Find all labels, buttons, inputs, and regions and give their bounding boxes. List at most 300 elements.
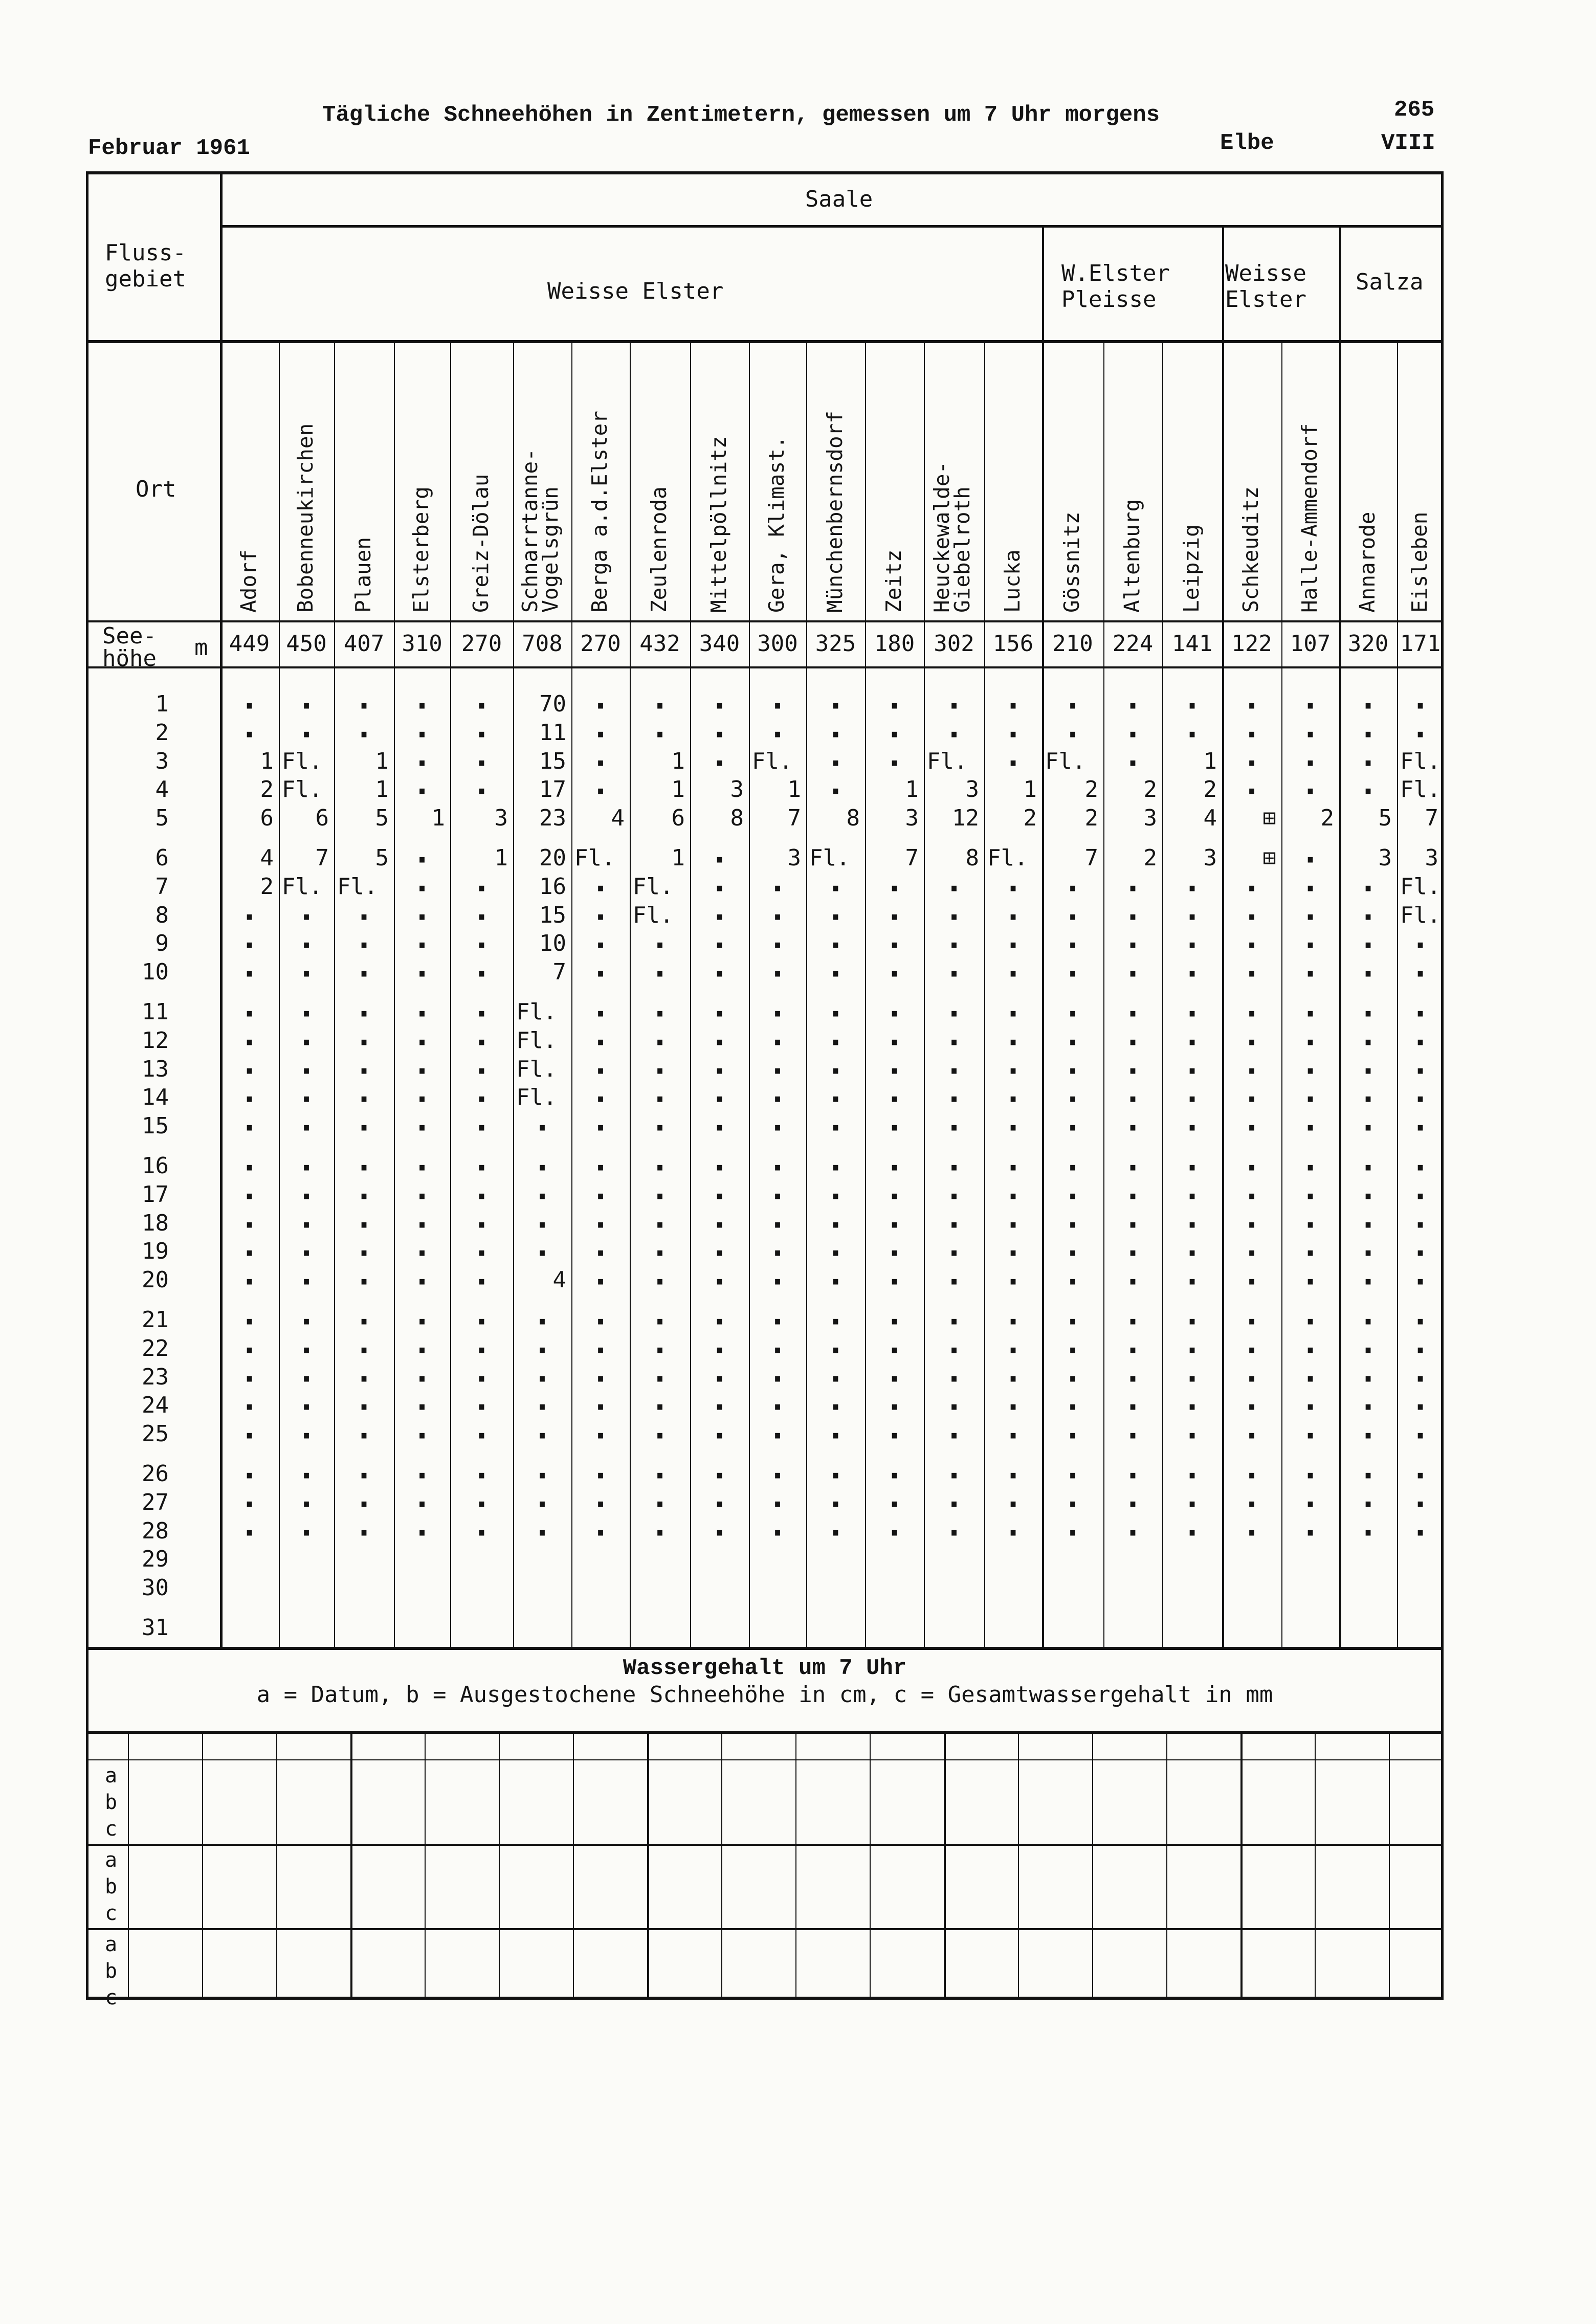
snow-depth-cell: · <box>1359 1458 1378 1494</box>
water-column-rule <box>573 1731 574 2000</box>
snow-depth-cell: 1 <box>375 748 389 774</box>
snow-depth-cell: · <box>354 1207 373 1243</box>
snow-depth-cell: · <box>472 1024 491 1061</box>
snow-depth-cell: · <box>944 996 964 1032</box>
snow-depth-cell: · <box>1123 1418 1142 1455</box>
snow-depth-cell: · <box>1411 1361 1430 1397</box>
snow-depth-cell: · <box>1411 996 1430 1032</box>
snow-depth-cell: · <box>826 1390 845 1426</box>
snow-depth-cell: · <box>1359 1390 1378 1426</box>
snow-depth-cell: · <box>1301 1110 1320 1147</box>
snow-depth-cell: · <box>472 928 491 964</box>
snow-depth-cell: · <box>1183 688 1202 724</box>
snow-depth-cell: · <box>710 1236 729 1272</box>
snow-depth-cell: · <box>412 774 432 810</box>
snow-depth-cell: · <box>533 1207 552 1243</box>
snow-depth-cell: 2 <box>1320 805 1334 832</box>
snow-depth-cell: · <box>826 774 845 810</box>
snow-depth-cell: · <box>1411 1486 1430 1523</box>
snow-depth-cell: Fl. <box>633 873 674 900</box>
station-name: Schnarrtanne- <box>518 449 542 613</box>
snow-depth-cell: · <box>412 1024 432 1061</box>
snow-depth-cell: · <box>710 899 729 935</box>
snow-depth-cell: · <box>768 717 787 753</box>
station-name: Münchenbernsdorf <box>822 411 847 613</box>
snow-depth-cell: · <box>650 928 670 964</box>
snow-depth-cell: · <box>1411 1236 1430 1272</box>
snow-depth-cell: · <box>1123 1053 1142 1089</box>
snow-depth-cell: · <box>768 1024 787 1061</box>
snow-depth-cell: · <box>1411 1110 1430 1147</box>
volume-label: VIII <box>1381 130 1435 156</box>
water-column-rule <box>944 1731 946 2000</box>
snow-depth-cell: · <box>650 1304 670 1340</box>
snow-depth-cell: · <box>472 1486 491 1523</box>
snow-depth-cell: · <box>591 1458 610 1494</box>
snow-depth-cell: · <box>885 1486 904 1523</box>
snow-depth-cell: · <box>412 1207 432 1243</box>
snow-depth-cell: · <box>944 1332 964 1369</box>
snow-depth-cell: · <box>885 1418 904 1455</box>
snow-depth-cell: · <box>710 1515 729 1551</box>
snow-depth-cell: · <box>412 870 432 907</box>
snow-depth-cell: · <box>768 1515 787 1551</box>
water-sub-rule <box>86 1759 1444 1760</box>
snow-depth-cell: · <box>1359 688 1378 724</box>
snow-depth-cell: · <box>297 1332 316 1369</box>
snow-depth-cell: · <box>710 1332 729 1369</box>
snow-depth-cell: · <box>297 1264 316 1301</box>
snow-depth-cell: 12 <box>952 805 979 832</box>
snow-depth-cell: 17 <box>539 776 566 803</box>
snow-depth-cell: · <box>768 1082 787 1118</box>
snow-depth-cell: · <box>710 996 729 1032</box>
station-elevation: 210 <box>1052 631 1093 657</box>
snow-depth-cell: · <box>591 928 610 964</box>
snow-depth-cell: · <box>412 899 432 935</box>
day-label: 24 <box>142 1392 169 1419</box>
snow-depth-cell: · <box>826 1515 845 1551</box>
snow-depth-cell: · <box>472 1110 491 1147</box>
station-name: Halle-Ammendorf <box>1297 423 1322 613</box>
snow-depth-cell: 5 <box>375 805 389 832</box>
snow-depth-cell: Fl. <box>516 1027 557 1054</box>
snow-depth-cell: · <box>591 745 610 781</box>
snow-depth-cell: · <box>297 1053 316 1089</box>
snow-depth-cell: · <box>768 899 787 935</box>
snow-depth-cell: · <box>826 1332 845 1369</box>
snow-depth-cell: 20 <box>539 845 566 871</box>
snow-depth-cell: · <box>768 928 787 964</box>
snow-depth-cell: · <box>1359 774 1378 810</box>
snow-depth-cell: · <box>885 1361 904 1397</box>
snow-depth-cell: · <box>1301 1515 1320 1551</box>
snow-depth-cell: · <box>533 1418 552 1455</box>
snow-depth-cell: · <box>1359 1361 1378 1397</box>
page-title: Tägliche Schneehöhen in Zentimetern, gemessen um 7 Uhr morgens <box>322 102 1160 128</box>
snow-depth-cell: · <box>297 1361 316 1397</box>
day-label: 29 <box>142 1546 169 1573</box>
station-name: Giebelroth <box>950 486 974 613</box>
snow-depth-cell: · <box>710 1207 729 1243</box>
snow-depth-cell: · <box>710 717 729 753</box>
day-label: 27 <box>142 1489 169 1515</box>
snow-depth-cell: · <box>297 899 316 935</box>
snow-depth-cell: · <box>354 1304 373 1340</box>
snow-depth-cell: · <box>944 1178 964 1215</box>
water-legend: a = Datum, b = Ausgestochene Schneehöhe in cm, c = Gesamtwassergehalt in mm <box>256 1682 1273 1708</box>
snow-depth-cell: · <box>710 1304 729 1340</box>
snow-depth-cell: · <box>1359 1082 1378 1118</box>
snow-depth-cell: · <box>1359 1053 1378 1089</box>
snow-depth-cell: Fl. <box>1400 748 1441 774</box>
snow-depth-cell: · <box>885 996 904 1032</box>
water-column-rule <box>1166 1731 1167 2000</box>
snow-depth-cell: Fl. <box>282 873 323 900</box>
snow-depth-cell: · <box>944 717 964 753</box>
snow-depth-cell: · <box>1063 899 1082 935</box>
snow-depth-cell: · <box>591 1236 610 1272</box>
snow-depth-cell: · <box>472 688 491 724</box>
snow-depth-cell: · <box>710 1178 729 1215</box>
snow-depth-cell: · <box>354 717 373 753</box>
snow-depth-cell: · <box>1063 1486 1082 1523</box>
station-elevation: 432 <box>639 631 680 657</box>
snow-depth-cell: · <box>768 1390 787 1426</box>
day-label: 21 <box>142 1307 169 1333</box>
snow-depth-cell: · <box>944 870 964 907</box>
snow-depth-cell: · <box>412 1178 432 1215</box>
station-elevation: 122 <box>1231 631 1272 657</box>
snow-depth-cell: · <box>710 1053 729 1089</box>
snow-depth-cell: · <box>1411 928 1430 964</box>
water-column-rule <box>499 1731 500 2000</box>
station-name: Eisleben <box>1407 511 1432 613</box>
snow-depth-cell: · <box>1183 1053 1202 1089</box>
snow-depth-cell: · <box>1183 1418 1202 1455</box>
water-column-rule <box>276 1731 277 2000</box>
snow-depth-cell: · <box>1004 870 1023 907</box>
snow-depth-cell: · <box>1063 717 1082 753</box>
snow-depth-cell: · <box>1411 1390 1430 1426</box>
snow-depth-cell: · <box>354 1332 373 1369</box>
day-label: 16 <box>142 1153 169 1179</box>
snow-depth-cell: · <box>710 1486 729 1523</box>
water-block-rule <box>86 1844 1444 1846</box>
snow-depth-cell: · <box>1004 717 1023 753</box>
snow-depth-cell: · <box>472 1304 491 1340</box>
snow-depth-cell: Fl. <box>282 748 323 774</box>
water-column-rule <box>350 1731 352 2000</box>
snow-depth-cell: · <box>944 1053 964 1089</box>
snow-depth-cell: · <box>412 1361 432 1397</box>
saale-rule <box>220 225 1444 228</box>
snow-depth-cell: · <box>354 1053 373 1089</box>
snow-depth-cell: 2 <box>1084 776 1098 803</box>
page-number: 265 <box>1394 97 1435 123</box>
snow-depth-cell: · <box>297 996 316 1032</box>
snow-depth-cell: · <box>591 1304 610 1340</box>
snow-depth-cell: · <box>354 1515 373 1551</box>
snow-depth-cell: · <box>710 1264 729 1301</box>
snow-depth-cell: · <box>472 1082 491 1118</box>
snow-depth-cell: · <box>1301 1236 1320 1272</box>
snow-depth-cell: · <box>591 1053 610 1089</box>
snow-depth-cell: · <box>944 1418 964 1455</box>
water-column-rule <box>647 1731 649 2000</box>
snow-depth-cell: · <box>1359 956 1378 993</box>
snow-depth-cell: · <box>1411 1264 1430 1301</box>
snow-depth-cell: · <box>885 745 904 781</box>
seehoehe-label: See- höhe <box>102 623 157 672</box>
group-weisse-elster: Weisse Elster <box>547 278 724 304</box>
snow-depth-cell: · <box>412 745 432 781</box>
snow-depth-cell: · <box>1301 1486 1320 1523</box>
station-name: Greiz-Dölau <box>468 474 493 613</box>
snow-depth-cell: · <box>1411 1082 1430 1118</box>
snow-depth-cell: · <box>412 1458 432 1494</box>
snow-depth-cell: · <box>650 1178 670 1215</box>
snow-depth-cell: · <box>1123 1332 1142 1369</box>
snow-depth-cell: · <box>650 996 670 1032</box>
snow-depth-cell: · <box>1063 1418 1082 1455</box>
snow-depth-cell: · <box>1004 1390 1023 1426</box>
snow-depth-cell: · <box>591 774 610 810</box>
snow-depth-cell: · <box>1411 688 1430 724</box>
snow-depth-cell: · <box>650 1390 670 1426</box>
snow-depth-cell: · <box>1242 717 1261 753</box>
snow-depth-cell: · <box>297 688 316 724</box>
snow-depth-cell: 15 <box>539 748 566 774</box>
day-label: 11 <box>142 999 169 1025</box>
snow-depth-cell: · <box>1359 996 1378 1032</box>
snow-depth-cell: 8 <box>965 845 979 871</box>
water-column-rule <box>1315 1731 1316 2000</box>
snow-depth-cell: · <box>1123 745 1142 781</box>
snow-depth-cell: · <box>768 996 787 1032</box>
snow-depth-cell: · <box>412 1236 432 1272</box>
snow-depth-cell: · <box>591 899 610 935</box>
snow-depth-cell: · <box>533 1150 552 1186</box>
snow-depth-cell: · <box>1004 1082 1023 1118</box>
snow-depth-cell: · <box>944 1486 964 1523</box>
day-label: 22 <box>142 1335 169 1361</box>
station-elevation: 270 <box>580 631 621 657</box>
snow-depth-cell: · <box>297 717 316 753</box>
day-label: 3 <box>155 748 169 774</box>
water-row-label: a <box>105 1848 118 1872</box>
snow-depth-cell: · <box>885 1024 904 1061</box>
station-name: Lucka <box>1000 549 1025 613</box>
station-elevation: 708 <box>522 631 563 657</box>
station-elevation: 449 <box>229 631 270 657</box>
snow-depth-cell: · <box>1242 1486 1261 1523</box>
snow-depth-cell: · <box>1004 899 1023 935</box>
snow-depth-cell: · <box>710 1458 729 1494</box>
snow-depth-cell: · <box>1063 870 1082 907</box>
snow-depth-cell: · <box>1301 899 1320 935</box>
snow-depth-cell: · <box>1359 1486 1378 1523</box>
station-elevation: 270 <box>461 631 502 657</box>
snow-depth-cell: · <box>1123 956 1142 993</box>
snow-depth-cell: · <box>412 1515 432 1551</box>
snow-depth-cell: · <box>650 1458 670 1494</box>
snow-depth-cell: · <box>1359 1418 1378 1455</box>
snow-depth-cell: · <box>826 1178 845 1215</box>
snow-depth-cell: · <box>1411 1458 1430 1494</box>
water-column-rule <box>721 1731 722 2000</box>
snow-depth-cell: 7 <box>1425 805 1438 832</box>
snow-depth-cell: · <box>240 1178 259 1215</box>
snow-depth-cell: · <box>710 1150 729 1186</box>
snow-depth-cell: · <box>710 688 729 724</box>
snow-depth-cell: · <box>650 1053 670 1089</box>
station-name: Schkeuditz <box>1238 486 1263 613</box>
snow-depth-cell: · <box>240 1515 259 1551</box>
snow-depth-cell: · <box>412 956 432 993</box>
snow-depth-cell: 5 <box>375 845 389 871</box>
snow-depth-cell: 6 <box>260 805 274 832</box>
snow-depth-cell: 4 <box>611 805 625 832</box>
snow-depth-cell: · <box>650 1150 670 1186</box>
group-rule <box>86 340 1444 343</box>
snow-depth-cell: · <box>1123 1486 1142 1523</box>
water-row-label: c <box>105 1817 118 1841</box>
day-label: 30 <box>142 1575 169 1601</box>
snow-depth-cell: · <box>472 1418 491 1455</box>
snow-depth-cell: Fl. <box>516 999 557 1025</box>
snow-depth-cell: · <box>885 1304 904 1340</box>
snow-depth-cell: · <box>1063 1332 1082 1369</box>
snow-depth-cell: · <box>885 1332 904 1369</box>
snow-depth-cell: · <box>1301 1024 1320 1061</box>
water-row-label: b <box>105 1875 118 1898</box>
snow-depth-cell: · <box>297 1236 316 1272</box>
day-label: 6 <box>155 845 169 871</box>
snow-depth-cell: · <box>472 717 491 753</box>
snow-depth-cell: · <box>1411 956 1430 993</box>
snow-depth-cell: · <box>240 717 259 753</box>
snow-depth-cell: · <box>885 1390 904 1426</box>
snow-depth-cell: · <box>1242 688 1261 724</box>
snow-depth-cell: · <box>472 1178 491 1215</box>
station-name: Plauen <box>350 537 375 613</box>
snow-depth-cell: · <box>885 1515 904 1551</box>
snow-depth-cell: · <box>1301 774 1320 810</box>
snow-depth-cell: · <box>1301 1264 1320 1301</box>
snow-depth-cell: · <box>826 1082 845 1118</box>
snow-depth-cell: · <box>1004 996 1023 1032</box>
snow-depth-cell: · <box>1063 996 1082 1032</box>
snow-depth-cell: Fl. <box>987 845 1028 871</box>
snow-depth-cell: · <box>240 928 259 964</box>
snow-depth-cell: Fl. <box>282 776 323 803</box>
snow-depth-cell: ⊞ <box>1262 805 1276 832</box>
snow-depth-cell: · <box>944 1304 964 1340</box>
water-column-rule <box>128 1731 129 2000</box>
snow-depth-cell: · <box>768 870 787 907</box>
station-name: Gössnitz <box>1059 511 1084 613</box>
snow-depth-cell: · <box>826 1236 845 1272</box>
snow-depth-cell: · <box>1004 1458 1023 1494</box>
snow-depth-cell: · <box>1123 1264 1142 1301</box>
snow-depth-cell: 3 <box>494 805 508 832</box>
snow-depth-cell: · <box>354 1082 373 1118</box>
snow-depth-cell: 11 <box>539 719 566 746</box>
snow-depth-cell: · <box>354 1458 373 1494</box>
day-label: 20 <box>142 1267 169 1293</box>
snow-depth-cell: · <box>1063 1024 1082 1061</box>
snow-depth-cell: · <box>826 688 845 724</box>
snow-depth-cell: · <box>240 899 259 935</box>
snow-depth-cell: Fl. <box>927 748 968 774</box>
snow-depth-cell: · <box>1359 1236 1378 1272</box>
snow-depth-cell: · <box>297 1207 316 1243</box>
snow-depth-cell: · <box>1301 1458 1320 1494</box>
snow-depth-cell: · <box>354 1024 373 1061</box>
snow-depth-cell: · <box>944 1390 964 1426</box>
ort-rule <box>86 620 1444 622</box>
station-elevation: 141 <box>1171 631 1213 657</box>
snow-depth-cell: · <box>1183 1304 1202 1340</box>
snow-depth-cell: · <box>297 1515 316 1551</box>
snow-depth-cell: 2 <box>1143 845 1157 871</box>
snow-depth-cell: · <box>1123 1150 1142 1186</box>
snow-depth-cell: · <box>650 1024 670 1061</box>
snow-depth-cell: · <box>1359 928 1378 964</box>
snow-depth-cell: · <box>1123 996 1142 1032</box>
snow-depth-cell: · <box>412 928 432 964</box>
snow-depth-cell: · <box>1301 1178 1320 1215</box>
snow-depth-cell: · <box>710 928 729 964</box>
snow-depth-cell: · <box>1359 1332 1378 1369</box>
snow-depth-cell: · <box>1183 1486 1202 1523</box>
snow-depth-cell: ⊞ <box>1262 845 1276 871</box>
snow-depth-cell: · <box>354 1390 373 1426</box>
snow-depth-cell: · <box>885 1178 904 1215</box>
snow-depth-cell: 1 <box>905 776 919 803</box>
water-column-rule <box>425 1731 426 2000</box>
station-elevation: 156 <box>992 631 1034 657</box>
snow-depth-cell: 5 <box>1378 805 1392 832</box>
day-label: 26 <box>142 1461 169 1487</box>
snow-depth-cell: · <box>1359 1264 1378 1301</box>
snow-depth-cell: · <box>472 1458 491 1494</box>
snow-depth-cell: · <box>944 1264 964 1301</box>
snow-depth-cell: · <box>1242 745 1261 781</box>
snow-depth-cell: · <box>944 1361 964 1397</box>
water-row-label: b <box>105 1959 118 1983</box>
snow-depth-cell: · <box>1411 1150 1430 1186</box>
days-end-rule <box>86 1647 1444 1650</box>
snow-depth-cell: 23 <box>539 805 566 832</box>
snow-depth-cell: · <box>1242 1515 1261 1551</box>
snow-depth-cell: · <box>944 688 964 724</box>
snow-depth-cell: 1 <box>671 845 685 871</box>
snow-depth-cell: · <box>1183 1082 1202 1118</box>
snow-depth-cell: · <box>1301 745 1320 781</box>
station-elevation: 224 <box>1112 631 1154 657</box>
snow-depth-cell: · <box>768 688 787 724</box>
snow-depth-cell: · <box>1063 1264 1082 1301</box>
snow-depth-cell: · <box>1123 870 1142 907</box>
snow-depth-cell: · <box>1063 1207 1082 1243</box>
snow-depth-cell: · <box>885 1264 904 1301</box>
snow-depth-cell: · <box>472 745 491 781</box>
snow-depth-cell: · <box>472 1053 491 1089</box>
snow-depth-cell: · <box>1004 1110 1023 1147</box>
day-label: 9 <box>155 930 169 957</box>
